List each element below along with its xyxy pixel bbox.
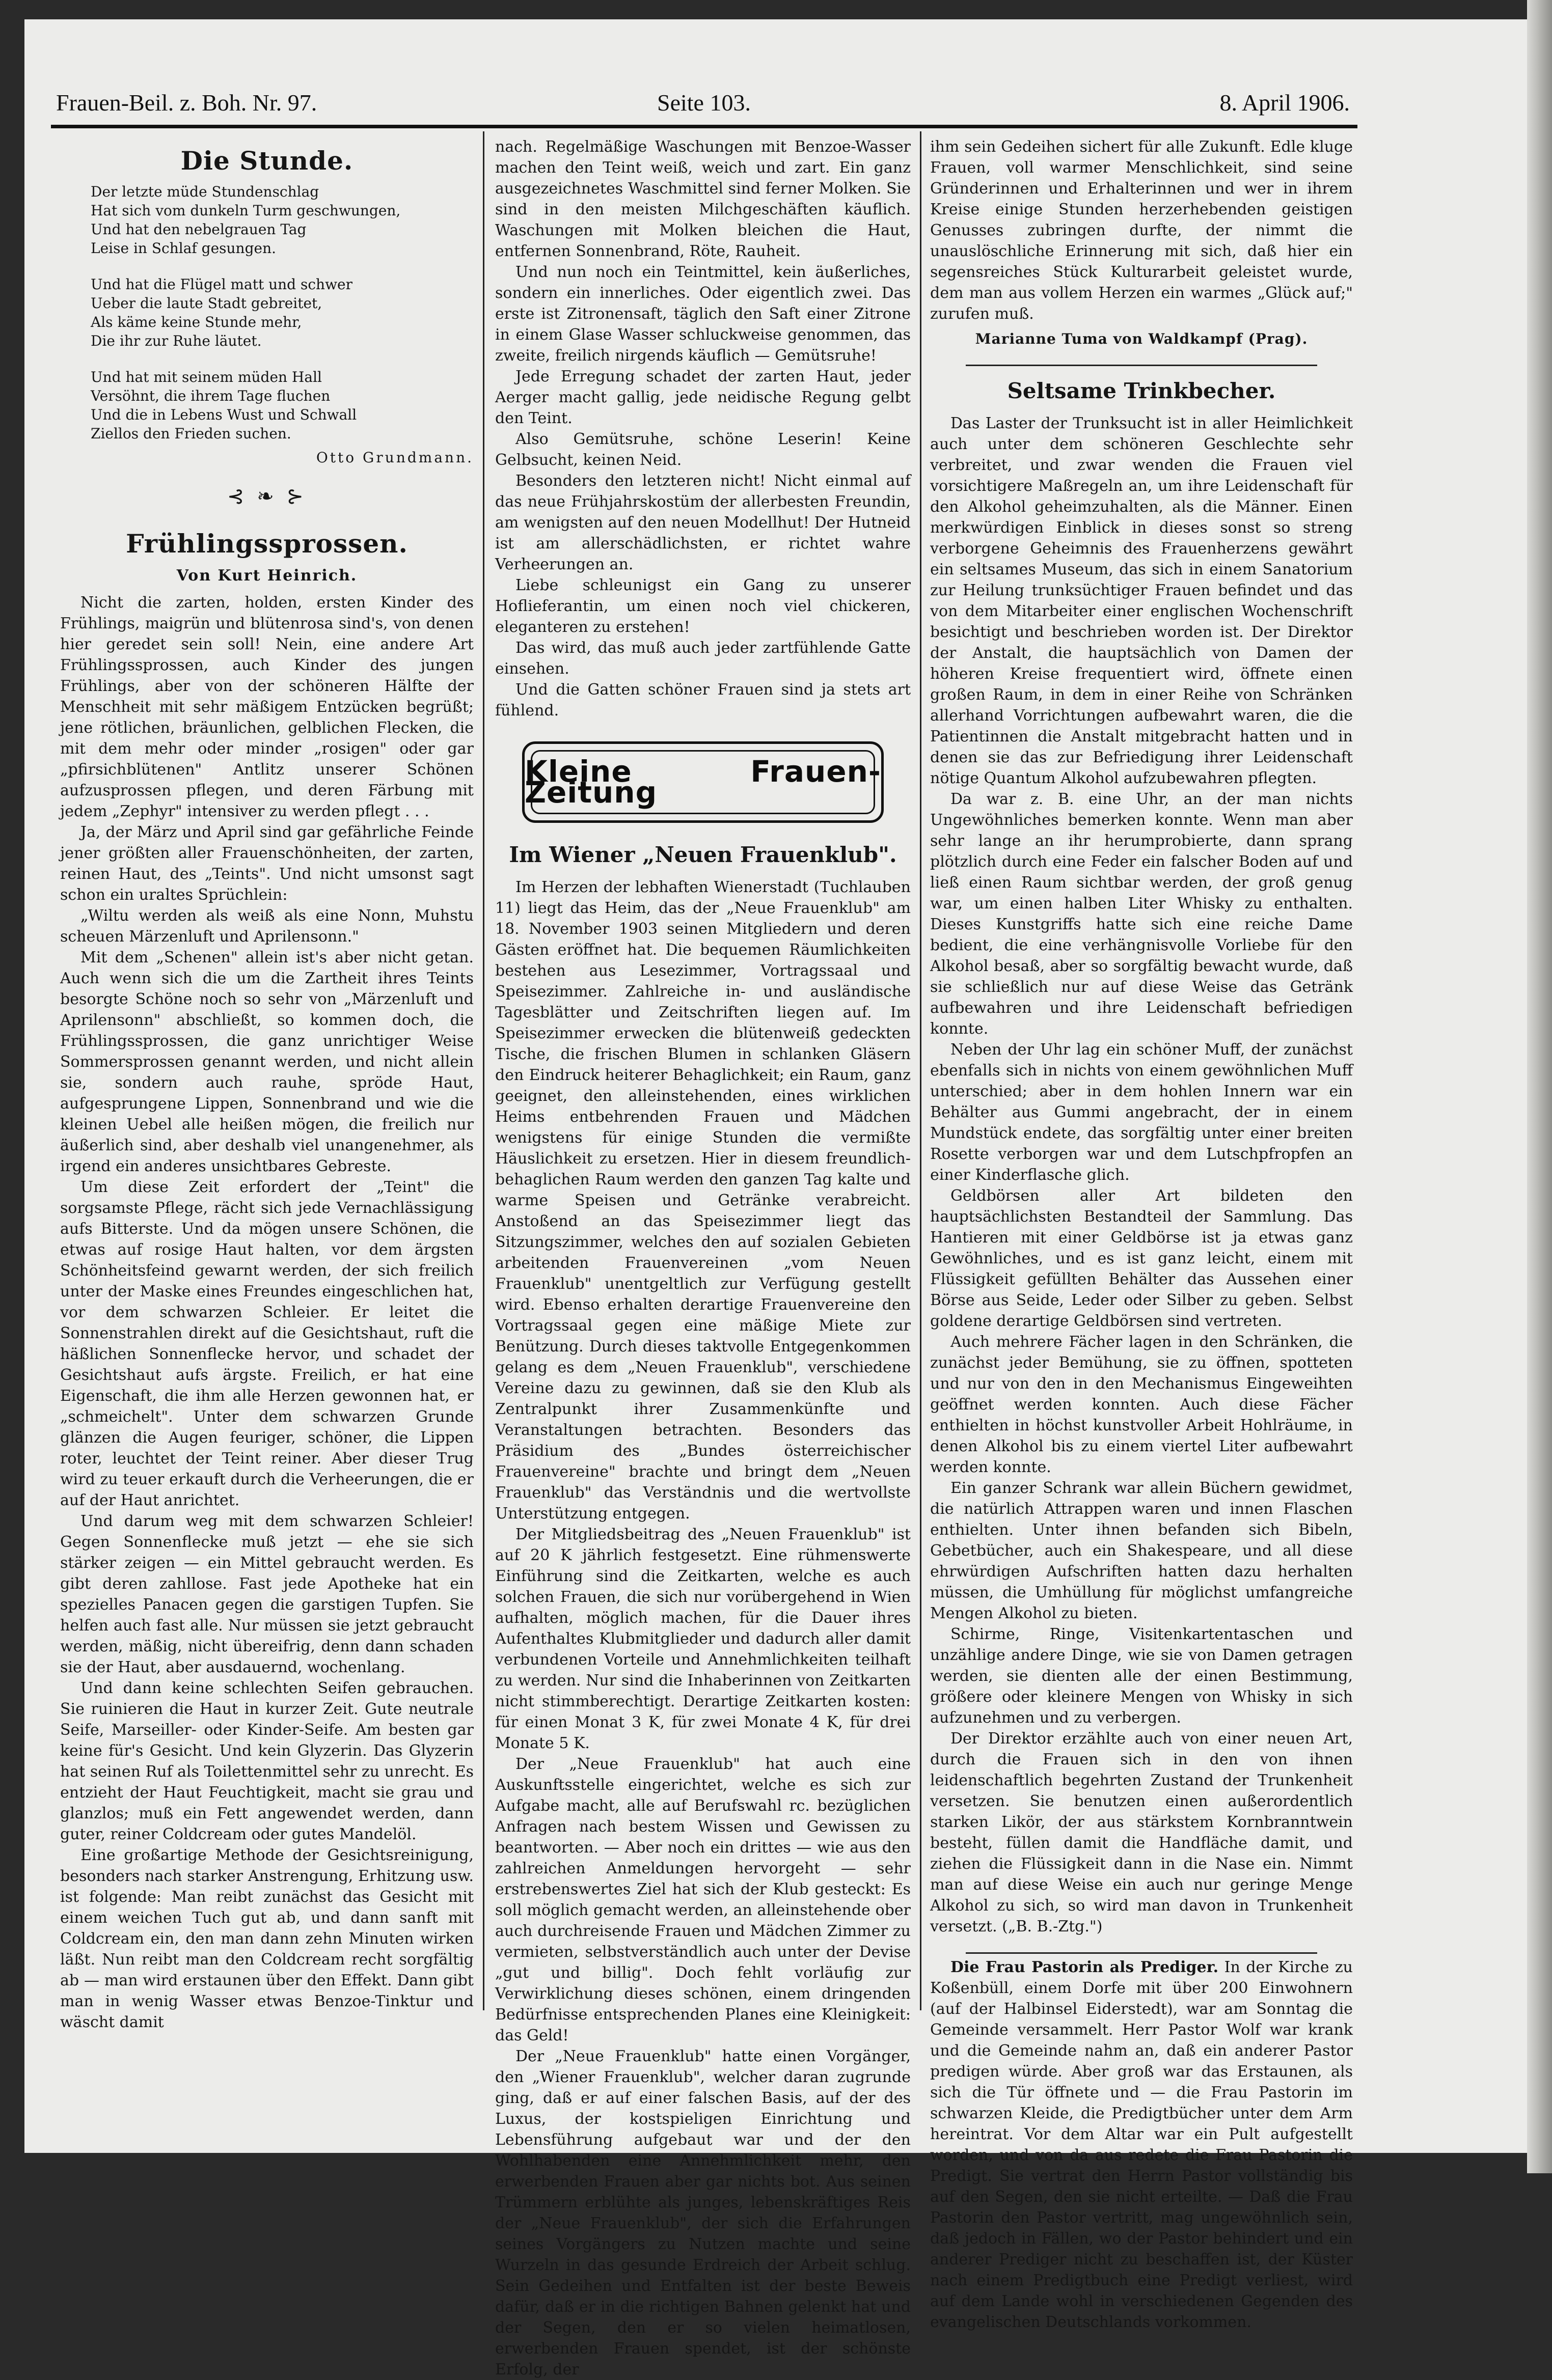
poem-title: Die Stunde. — [180, 146, 353, 176]
paragraph: Besonders den letzteren nicht! Nicht einmal auf das neue Frühjahrskostüm der allerbesten Freundin, am wenigsten auf den neuen Modellhut! Der Hutneid ist am allerschädlichsten, er richtet wahre Verheerungen an. — [495, 472, 911, 573]
paragraph: Im Herzen der lebhaften Wienerstadt (Tuchlauben 11) liegt das Heim, das der „Neue Frauenklub" am 18. November 1903 seinen Mitgliedern und deren Gästen eröffnet hat. Die bequemen Räumlichkeiten bestehen aus Lesezimmer, Vortragssaal und Speisezimmer. Zahlreiche in- und ausländische Tagesblätter und Zeitschriften liegen auf. Im Speisezimmer erwecken die blütenweiß gedeckten Tische, die frischen Blumen in schlanken Gläsern den Eindruck heiterer Behaglichkeit; ein Raum, ganz geeignet, den alleinstehenden, eines wirklichen Heims entbehrenden Frauen und Mädchen wenigstens für einige Stunden die vermißte Häuslichkeit zu ersetzen. Hier in diesem freundlich-behaglichen Raum werden den ganzen Tag kalte und warme Speisen und Getränke verabreicht. Anstoßend an das Speisezimmer liegt das Sitzungszimmer, welches den auf sozialen Gebieten arbeitenden Frauenvereinen „vom Neuen Frauenklub" unentgeltlich zur Verfügung gestellt wird. Ebenso erhalten derartige Frauenvereine den Vortragssaal gegen eine mäßige Miete zur Benützung. Durch dieses taktvolle Entgegenkommen gelang es dem „Neuen Frauenklub", verschiedene Vereine dazu zu gewinnen, daß sie den Klub als Zentralpunkt ihrer Zusammenkünfte und Veranstaltungen betrachten. Besonders das Präsidium des „Bundes österreichischer Frauenvereine" brachte und bringt dem „Neuen Frauenklub" das Verständnis und die wertvollste Unterstützung entgegen. — [495, 878, 911, 1523]
paragraph: Und darum weg mit dem schwarzen Schleier! Gegen Sonnenflecke muß jetzt — ehe sie sich stärker zeigen — ein Mittel gebraucht werden. Es gibt deren zahllose. Fast jede Apotheke hat ein spezielles Panacen gegen die garstigen Tupfen. Sie helfen auch fast alle. Nur müssen sie jetzt gebraucht werden, mäßig, nicht übereifrig, denn dann schaden sie der Haut, aber ausdauernd, wochenlang. — [60, 1512, 474, 1676]
poem-line: Der letzte müde Stundenschlag — [91, 183, 319, 200]
poem-line: Ueber die laute Stadt gebreitet, — [91, 295, 322, 312]
paragraph: ihm sein Gedeihen sichert für alle Zukunft. Edle kluge Frauen, voll warmer Menschlichkeit, sind seine Gründerinnen und Erhalterinnen und wer in ihrem Kreise einige Stunden herzerhebenden geistigen Genusses zubringen durfte, der nimmt die unauslöschliche Erinnerung mit sich, daß hier ein segensreiches Stück Kulturarbeit geleistet wurde, dem man aus vollem Herzen ein warmes „Glück auf;" zurufen muß. — [930, 138, 1353, 323]
paragraph: Ein ganzer Schrank war allein Büchern gewidmet, die natürlich Attrappen waren und innen Flaschen enthielten. Unter ihnen befanden sich Bibeln, Gebetbücher, auch ein Shakespeare, und all diese ehrwürdigen Aufschriften hatten dazu herhalten müssen, die Umhüllung für möglichst umfangreiche Mengen Alkohol zu bieten. — [930, 1479, 1353, 1622]
poem-line: Die ihr zur Ruhe läutet. — [91, 333, 262, 349]
poem-line: Und hat mit seinem müden Hall — [91, 369, 322, 385]
scan-edge — [1527, 0, 1552, 2173]
paragraph: Schirme, Ringe, Visitenkartentaschen und unzählige andere Dinge, wie sie von Damen getragen werden, sie dienten alle der einen Bestimmung, größere oder kleinere Mengen von Whisky in sich aufzunehmen und zu verbergen. — [930, 1625, 1353, 1727]
ornament-divider: ⊰ ❧ ⊱ — [227, 485, 307, 508]
article-title: Frühlingssprossen. — [126, 529, 408, 559]
column-1 — [60, 136, 474, 2033]
poem — [60, 182, 474, 443]
article-lead: Die Frau Pastorin als Prediger. — [950, 1958, 1219, 1976]
poem-line: Und die in Lebens Wust und Schwall — [91, 406, 357, 423]
paragraph: Und die Gatten schöner Frauen sind ja stets art fühlend. — [495, 681, 911, 719]
paragraph: Und nun noch ein Teintmittel, kein äußerliches, sondern ein innerliches. Oder eigentlich zwei. Das erste ist Zitronensaft, täglich den Saft einer Zitrone in einem Glase Wasser schluckweise genommen, das zweite, freilich nirgends käuflich — Gemütsruhe! — [495, 263, 911, 365]
paragraph: Das Laster der Trunksucht ist in aller Heimlichkeit auch unter dem schöneren Geschlechte sehr verbreitet, und zwar wenden die Frauen viel vorsichtigere Maßregeln an, um ihre Leidenschaft für den Alkohol geheimzuhalten, als die Männer. Einen merkwürdigen Einblick in dieses sonst so streng verborgene Geheimnis des Frauenherzens gewährt ein seltsames Museum, das sich in einem Sanatorium zur Heilung trunksüchtiger Frauen befindet und das von dem Mitarbeiter einer englischen Wochenschrift besichtigt und beschrieben worden ist. Der Direktor der Anstalt, die hauptsächlich von Damen der höheren Kreise frequentiert wird, öffnete einen großen Raum, in dem in einer Reihe von Schränken allerhand Vorrichtungen aufbewahrt waren, die die Patientinnen die Anstalt mitgebracht hatten und in denen sie das zur Befriedigung ihrer Leidenschaft nötige Quantum Alkohol aufzubewahren pflegten. — [930, 414, 1353, 787]
column-3 — [930, 136, 1353, 2333]
section-rule — [966, 365, 1317, 366]
page-header — [56, 89, 1350, 120]
header-page-number: Seite 103. — [657, 90, 751, 116]
column-rule-1 — [483, 131, 484, 2010]
article-author: Marianne Tuma von Waldkampf (Prag). — [975, 330, 1308, 347]
paragraph: Neben der Uhr lag ein schöner Muff, der zunächst ebenfalls sich in nichts von einem gewöhnlichen Muff unterschied; aber in dem hohlen Innern war ein Behälter aus Gummi angebracht, der in einem Mundstück endete, das sorgfältig unter einer breiten Rosette verborgen war und dem Lutschpfropfen an einer Kinderflasche glich. — [930, 1041, 1353, 1184]
paragraph: nach. Regelmäßige Waschungen mit Benzoe-Wasser machen den Teint weiß, weich und zart. Ein ganz ausgezeichnetes Waschmittel sind ferner Molken. Sie sind in den meisten Milchgeschäften käuflich. Waschungen mit Molken bleichen die Haut, entfernen Sonnenbrand, Röte, Rauheit. — [495, 138, 911, 260]
column-rule-2 — [920, 131, 921, 2010]
poem-line: Und hat den nebelgrauen Tag — [91, 221, 307, 238]
paragraph: „Wiltu werden als weiß als eine Nonn, Muhstu scheuen Märzenluft und Aprilensonn." — [60, 907, 474, 946]
section-banner-title: Kleine Frauen-Zeitung — [525, 754, 881, 810]
poem-author: Otto Grundmann. — [316, 449, 474, 466]
paragraph: Um diese Zeit erfordert der „Teint" die sorgsamste Pflege, rächt sich jede Vernachlässigung aufs Bitterste. Und da mögen unsere Schönen, die etwas auf rosige Haut halten, vor dem ärgsten Schönheitsfeind gewarnt werden, der sich freilich unter der Maske eines Freundes eingeschlichen hat, vor dem schwarzen Schleier. Er leitet die Sonnenstrahlen direkt auf die Gesichtshaut, ruft die häßlichen Sonnenflecke hervor, und schadet der Gesichtshaut aufs ärgste. Freilich, er hat eine Eigenschaft, die ihm alle Herzen gewonnen hat, er „schmeichelt". Unter dem schwarzen Grunde glänzen die Augen feuriger, schöner, die Lippen roter, leuchtet der Teint reiner. Aber dieser Trug wird zu teuer erkauft durch die Verheerungen, die er auf der Haut anrichtet. — [60, 1178, 474, 1509]
article-byline: Von Kurt Heinrich. — [176, 567, 358, 585]
paragraph: Der „Neue Frauenklub" hatte einen Vorgänger, den „Wiener Frauenklub", welcher daran zugrunde ging, daß er auf einer falschen Basis, auf der des Luxus, der kostspieligen Einrichtung und Lebensführung aufgebaut war und der den Wohlhabenden eine Annehmlichkeit mehr, den erwerbenden Frauen aber gar nichts bot. Aus seinen Trümmern erblühte als junges, lebenskräftiges Reis der „Neue Frauenklub", der sich die Erfahrungen seines Vorgängers zu Nutzen machte und seine Wurzeln in das gesunde Erdreich der Arbeit schlug. Sein Gedeihen und Entfalten ist der beste Beweis dafür, daß er in die richtigen Bahnen gelenkt hat und der Segen, den er so vielen heimatlosen, erwerbenden Frauen spendet, ist der schönste Erfolg, der — [495, 2047, 911, 2378]
article-title: Im Wiener „Neuen Frauenklub". — [509, 842, 897, 867]
header-publication: Frauen-Beil. z. Boh. Nr. 97. — [56, 90, 317, 116]
paragraph: Der Direktor erzählte auch von einer neuen Art, durch die Frauen sich in den von ihnen leidenschaftlich begehrten Zustand der Trunkenheit versetzen. Sie benutzen einen außerordentlich starken Likör, der aus stärkstem Kornbranntwein besteht, füllen damit die Handfläche damit, und ziehen die Flüssigkeit dann in die Nase ein. Nimmt man auf diese Weise ein auch nur geringe Menge Alkohol zu sich, so wird man davon in Trunkenheit versetzt. („B. B.-Ztg.") — [930, 1730, 1353, 1935]
article-body: In der Kirche zu Koßenbüll, einem Dorfe mit über 200 Einwohnern (auf der Halbinsel Eiderstedt), war am Sonntag die Gemeinde versammelt. Herr Pastor Wolf war krank und die Gemeinde nahm an, daß ein anderer Pastor predigen würde. Aber groß war das Erstaunen, als sich die Tür öffnete und — die Frau Pastorin im schwarzen Kleide, die Predigtbücher unter dem Arm hereintrat. Vor dem Altar war ein Pult aufgestellt worden, und von da aus redete die Frau Pastorin die Predigt. Sie vertrat den Herrn Pastor vollständig bis auf den Segen, den sie nicht erteilte. — Daß die Frau Pastorin den Pastor vertritt, mag ungewöhnlich sein, daß jedoch in Fällen, wo der Pastor behindert und ein anderer Prediger nicht zu beschaffen ist, der Küster nach einem Predigtbuch eine Predigt verliest, wird auf dem Lande wohl in verschiedenen Gegenden des evangelischen Deutschlands vorkommen. — [930, 1958, 1353, 2331]
poem-stanza — [91, 182, 474, 258]
poem-line: Leise in Schlaf gesungen. — [91, 240, 277, 257]
paragraph: Ja, der März und April sind gar gefährliche Feinde jener größten aller Frauenschönheiten, der zarten, reinen Haut, des „Teints". Und nicht umsonst sagt schon ein uraltes Sprüchlein: — [60, 823, 474, 904]
paragraph: Eine großartige Methode der Gesichtsreinigung, besonders nach starker Anstrengung, Erhitzung usw. ist folgende: Man reibt zunächst das Gesicht mit einem weichen Tuch gut ab, und dann sanft mit Coldcream ein, den man dann zehn Minuten wirken läßt. Nun reibt man den Coldcream recht sorgfältig ab — man wird erstaunen über den Effekt. Dann gibt man in wenig Wasser etwas Benzoe-Tinktur und wäscht damit — [60, 1846, 474, 2031]
paragraph: Also Gemütsruhe, schöne Leserin! Keine Gelbsucht, keinen Neid. — [495, 430, 911, 469]
paragraph: Da war z. B. eine Uhr, an der man nichts Ungewöhnliches bemerken konnte. Wenn man aber sehr lange an ihr herumprobierte, dann sprang plötzlich durch eine Feder ein falscher Boden auf und ließ einen Raum sichtbar werden, der groß genug war, um einen halben Liter Whisky zu enthalten. Dieses Kunstgriffs hatte sich eine reiche Dame bedient, die eine verhängnisvolle Vorliebe für den Alkohol besaß, aber so sorgfältig bewacht wurde, daß sie schließlich nur auf diese Weise das Getränk aufbewahren und ihre Leidenschaft befriedigen konnte. — [930, 790, 1353, 1038]
section-rule — [966, 1952, 1317, 1954]
paragraph: Auch mehrere Fächer lagen in den Schränken, die zunächst jeder Bemühung, sie zu öffnen, spotteten und nur von den in den Mechanismus Eingeweihten geöffnet werden konnten. Auch diese Fächer enthielten in höchst kunstvoller Arbeit Hohlräume, in denen Alkohol bis zu einem viertel Liter aufbewahrt werden konnte. — [930, 1333, 1353, 1476]
poem-stanza — [91, 368, 474, 443]
poem-line: Versöhnt, die ihrem Tage fluchen — [91, 388, 331, 404]
header-rule — [51, 125, 1357, 128]
paragraph — [930, 1957, 1353, 2333]
paragraph: Der Mitgliedsbeitrag des „Neuen Frauenklub" ist auf 20 K jährlich festgesetzt. Eine rühmenswerte Einführung sind die Zeitkarten, welche es auch solchen Frauen, die sich nur vorübergehend in Wien aufhalten, möglich machen, für die Dauer ihres Aufenthaltes Klubmitglieder und dadurch aller damit verbundenen Vorteile und Annehmlichkeiten teilhaft zu werden. Nur sind die Inhaberinnen von Zeitkarten nicht stimmberechtigt. Derartige Zeitkarten kosten: für einen Monat 3 K, für zwei Monate 4 K, für drei Monate 5 K. — [495, 1526, 911, 1752]
paragraph: Geldbörsen aller Art bildeten den hauptsächlichsten Bestandteil der Sammlung. Das Hantieren mit einer Geldbörse ist ja etwas ganz Gewöhnliches, und es ist ganz leicht, einem mit Flüssigkeit gefüllten Behälter das Aussehen einer Börse aus Seide, Leder oder Silber zu geben. Selbst goldene derartige Geldbörsen sind vertreten. — [930, 1187, 1353, 1330]
poem-line: Als käme keine Stunde mehr, — [91, 314, 302, 330]
column-2 — [495, 136, 911, 2380]
poem-line: Hat sich vom dunkeln Turm geschwungen, — [91, 202, 401, 219]
paragraph: Jede Erregung schadet der zarten Haut, jeder Aerger macht gallig, jede neidische Regung gelbt den Teint. — [495, 368, 911, 427]
paragraph: Nicht die zarten, holden, ersten Kinder des Frühlings, maigrün und blütenrosa sind's, von denen hier geredet sein soll! Nein, eine andere Art Frühlingssprossen, auch Kinder des jungen Frühlings, aber von der schöneren Hälfte der Menschheit mit sehr mäßigem Entzücken begrüßt; jene rötlichen, bräunlichen, gelblichen Flecken, die mit dem mehr oder minder „rosigen" oder gar „pfirsichblütenen" Antlitz unserer Schönen aufzusprossen pflegen, und deren Färbung mit jedem „Zephyr" intensiver zu werden pflegt . . . — [60, 594, 474, 820]
section-banner — [522, 741, 884, 823]
paragraph: Und dann keine schlechten Seifen gebrauchen. Sie ruinieren die Haut in kurzer Zeit. Gute neutrale Seife, Marseiller- oder Kinder-Seife. Am besten gar keine für's Gesicht. Und kein Glyzerin. Das Glyzerin hat seinen Ruf als Toilettenmittel sehr zu unrecht. Es entzieht der Haut Feuchtigkeit, macht sie grau und glanzlos; muß ein Fett angewendet werden, dann guter, reiner Coldcream oder gutes Mandelöl. — [60, 1679, 474, 1843]
paragraph: Liebe schleunigst ein Gang zu unserer Hoflieferantin, um einen noch viel chickeren, eleganteren zu erstehen! — [495, 576, 911, 636]
paragraph: Das wird, das muß auch jeder zartfühlende Gatte einsehen. — [495, 639, 911, 678]
paragraph: Der „Neue Frauenklub" hat auch eine Auskunftsstelle eingerichtet, welche es sich zur Aufgabe macht, alle auf Berufswahl rc. bezüglichen Anfragen nach bestem Wissen und Gewissen zu beantworten. — Aber noch ein drittes — wie aus den zahlreichen Anmeldungen hervorgeht — sehr erstrebenswertes Ziel hat sich der Klub gesteckt: Es soll möglich gemacht werden, an alleinstehende ober auch durchreisende Frauen und Mädchen Zimmer zu vermieten, selbstverständlich auch unter der Devise „gut und billig". Doch fehlt vorläufig zur Verwirklichung dieses schönen, einem dringenden Bedürfnisse entsprechenden Planes eine Kleinigkeit: das Geld! — [495, 1755, 911, 2044]
paragraph: Mit dem „Schenen" allein ist's aber nicht getan. Auch wenn sich die um die Zartheit ihres Teints besorgte Schöne noch so sehr von „Märzenluft und Aprilensonn" abschließt, so kommen doch, die Frühlingssprossen, die ganz unrichtiger Weise Sommersprossen genannt werden, und nicht allein sie, sondern auch rauhe, spröde Haut, aufgesprungene Lippen, Sonnenbrand und wie die kleinen Uebel alle heißen mögen, die freilich nur äußerlich sind, aber deshalb viel unangenehmer, als irgend ein anderes unsichtbares Gebreste. — [60, 949, 474, 1175]
header-date: 8. April 1906. — [1219, 90, 1350, 116]
article-title: Seltsame Trinkbecher. — [1007, 378, 1276, 403]
poem-stanza — [91, 275, 474, 350]
poem-line: Und hat die Flügel matt und schwer — [91, 276, 352, 293]
poem-line: Ziellos den Frieden suchen. — [91, 425, 291, 442]
